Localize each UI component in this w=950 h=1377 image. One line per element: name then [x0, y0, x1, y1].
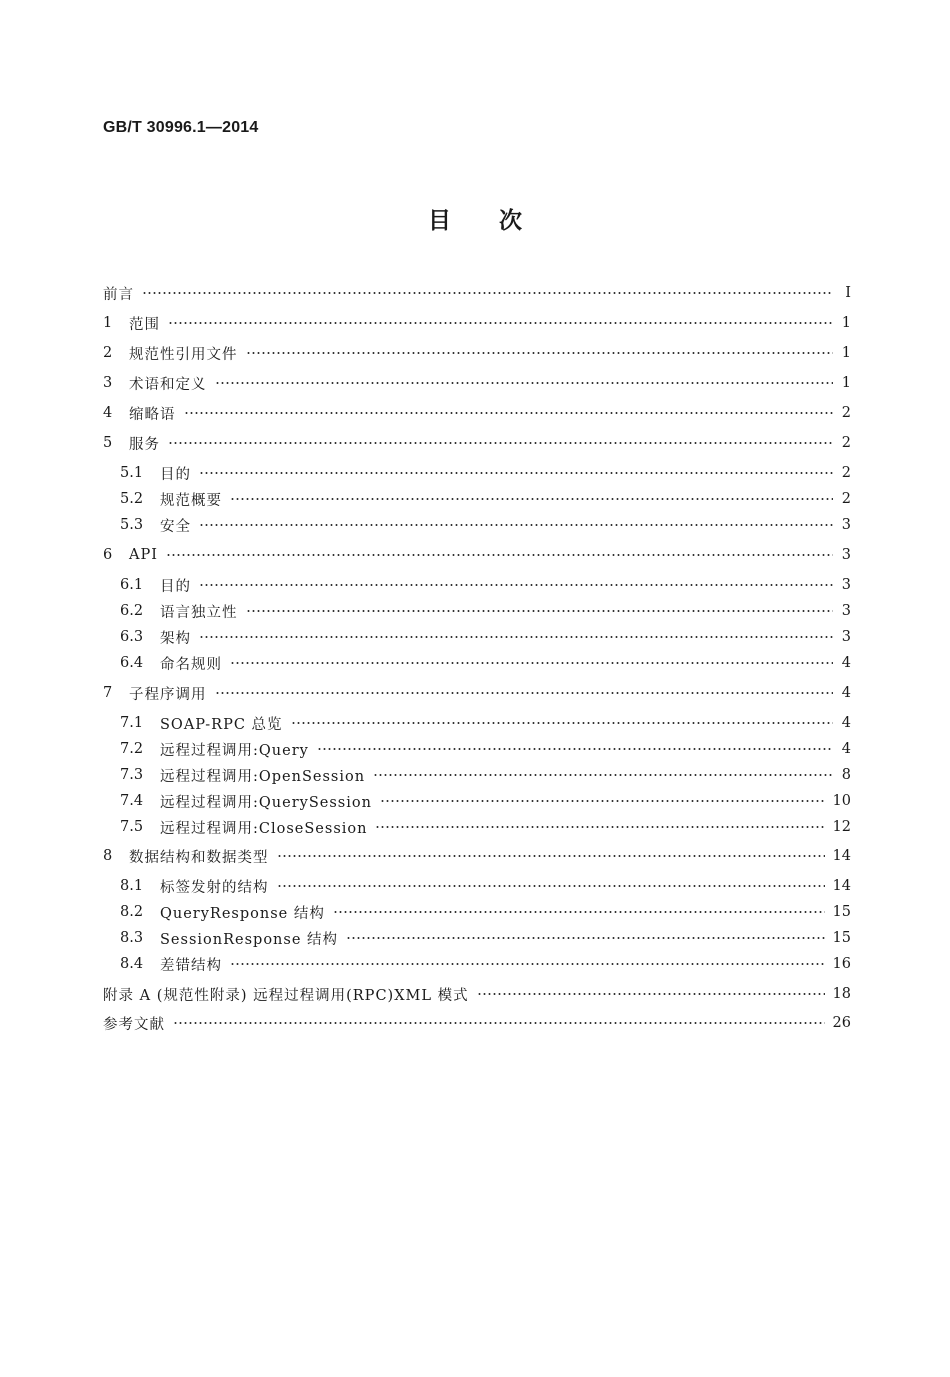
toc-entry-text: 安全	[160, 518, 191, 535]
toc-leader	[173, 1021, 825, 1025]
toc-entry-page: 1	[841, 315, 851, 331]
toc-entry[interactable]	[103, 401, 851, 425]
toc-entry-text: 目的	[160, 578, 191, 595]
toc-entry-text: 架构	[160, 630, 191, 647]
toc-entry-text: 远程过程调用:Query	[160, 742, 309, 759]
toc-entry-number: 8.4	[120, 956, 144, 972]
toc-entry[interactable]	[103, 982, 851, 1006]
toc-entry-page: 2	[841, 465, 851, 481]
toc-entry-page: 4	[841, 741, 851, 757]
toc-entry-page: 8	[841, 767, 851, 783]
toc-entry-text: 远程过程调用:QuerySession	[160, 794, 372, 811]
toc-leader	[142, 291, 833, 295]
toc-entry-text: 语言独立性	[160, 604, 238, 621]
toc-entry-number: 5.3	[120, 517, 144, 533]
toc-entry-page: 14	[832, 878, 851, 894]
toc-entry[interactable]	[103, 371, 851, 395]
toc-entry-page: 10	[832, 793, 851, 809]
toc-entry-text: SessionResponse 结构	[160, 931, 339, 948]
toc-entry-number: 5.2	[120, 491, 144, 507]
toc-entry-number: 8.3	[120, 930, 144, 946]
toc-entry-number: 1	[103, 315, 113, 331]
toc-entry-number: 7.1	[120, 715, 144, 731]
toc-entry-page: 14	[832, 848, 851, 864]
toc-entry-page: 16	[832, 956, 851, 972]
toc-entry-number: 6.4	[120, 655, 144, 671]
toc-entry-number: 6.1	[120, 577, 144, 593]
toc-entry-text: 远程过程调用:CloseSession	[160, 820, 368, 837]
toc-entry-page: 1	[841, 375, 851, 391]
toc-entry[interactable]	[103, 341, 851, 365]
toc-leader	[333, 910, 825, 914]
toc-entry[interactable]	[120, 487, 851, 511]
toc-entry-text: 附录 A (规范性附录) 远程过程调用(RPC)XML 模式	[103, 987, 469, 1004]
toc-entry[interactable]	[120, 711, 851, 735]
standard-code: GB/T 30996.1—2014	[103, 119, 259, 136]
toc-entry-page: 2	[841, 405, 851, 421]
toc-entry-number: 6.2	[120, 603, 144, 619]
toc-entry-text: 目的	[160, 466, 191, 483]
toc-leader	[166, 553, 833, 557]
toc-entry-text: 前言	[103, 286, 134, 303]
toc-entry[interactable]	[103, 681, 851, 705]
toc-entry-page: 2	[841, 491, 851, 507]
toc-leader	[199, 471, 833, 475]
toc-leader	[375, 825, 824, 829]
toc-entry-text: 数据结构和数据类型	[129, 849, 269, 866]
toc-entry-text: 缩略语	[129, 406, 176, 423]
toc-entry-text: 范围	[129, 316, 160, 333]
toc-entry-text: 命名规则	[160, 656, 222, 673]
toc-entry-text: 子程序调用	[129, 686, 207, 703]
toc-entry[interactable]	[120, 599, 851, 623]
toc-entry[interactable]	[103, 543, 851, 567]
toc-entry[interactable]	[120, 952, 851, 976]
toc-leader	[168, 321, 833, 325]
toc-entry-page: 18	[832, 986, 851, 1002]
toc-leader	[477, 992, 825, 996]
toc-entry-page: 3	[841, 577, 851, 593]
toc-entry-page: 4	[841, 655, 851, 671]
toc-entry-number: 5	[103, 435, 113, 451]
toc-leader	[246, 609, 834, 613]
toc-leader	[380, 799, 825, 803]
toc-leader	[215, 381, 834, 385]
toc-entry-page: 4	[841, 715, 851, 731]
toc-entry-text: 服务	[129, 436, 160, 453]
toc-leader	[277, 884, 825, 888]
toc-entry[interactable]	[103, 844, 851, 868]
toc-entry-number: 7.3	[120, 767, 144, 783]
toc-entry-page: 2	[841, 435, 851, 451]
toc-leader	[230, 497, 833, 501]
toc-entry-page: 3	[841, 603, 851, 619]
toc-entry-number: 5.1	[120, 465, 144, 481]
toc-entry-number: 7	[103, 685, 113, 701]
toc-leader	[230, 661, 833, 665]
toc-entry-page: 4	[841, 685, 851, 701]
toc-entry-text: 规范概要	[160, 492, 222, 509]
toc-leader	[230, 962, 825, 966]
toc-leader	[168, 441, 833, 445]
toc-entry-number: 4	[103, 405, 113, 421]
toc-leader	[199, 635, 833, 639]
toc-leader	[291, 721, 833, 725]
toc-leader	[246, 351, 834, 355]
toc-entry-number: 2	[103, 345, 113, 361]
toc-leader	[317, 747, 833, 751]
toc-leader	[199, 523, 833, 527]
toc-entry-text: SOAP-RPC 总览	[160, 716, 283, 733]
toc-leader	[184, 411, 834, 415]
toc-entry-page: 15	[832, 930, 851, 946]
toc-entry-number: 7.5	[120, 819, 144, 835]
toc-leader	[215, 691, 834, 695]
toc-entry[interactable]	[120, 789, 851, 813]
toc-entry[interactable]	[120, 737, 851, 761]
toc-entry-page: 15	[832, 904, 851, 920]
toc-entry-text: 术语和定义	[129, 376, 207, 393]
toc-entry-number: 8	[103, 848, 113, 864]
toc-entry-text: 远程过程调用:OpenSession	[160, 768, 366, 785]
toc-entry[interactable]	[120, 900, 851, 924]
toc-entry[interactable]	[103, 281, 851, 305]
toc-entry[interactable]	[120, 763, 851, 787]
toc-entry[interactable]	[120, 926, 851, 950]
toc-entry[interactable]	[103, 431, 851, 455]
toc-entry-number: 7.2	[120, 741, 144, 757]
toc-entry-number: 6	[103, 547, 113, 563]
toc-title: 目次	[428, 208, 570, 234]
toc-entry-text: 标签发射的结构	[160, 879, 269, 896]
toc-entry-page: Ⅰ	[845, 285, 851, 301]
toc-entry-text: API	[129, 547, 158, 563]
toc-entry[interactable]	[120, 513, 851, 537]
toc-entry[interactable]	[120, 815, 851, 839]
toc-entry-text: 差错结构	[160, 957, 222, 974]
toc-entry-number: 7.4	[120, 793, 144, 809]
toc-entry-page: 3	[841, 629, 851, 645]
toc-entry[interactable]	[103, 1011, 851, 1035]
toc-entry[interactable]	[103, 311, 851, 335]
toc-entry-text: 规范性引用文件	[129, 346, 238, 363]
toc-entry-page: 12	[832, 819, 851, 835]
toc-entry-page: 26	[832, 1015, 851, 1031]
toc-entry-number: 3	[103, 375, 113, 391]
toc-entry-number: 8.1	[120, 878, 144, 894]
toc-entry[interactable]	[120, 625, 851, 649]
toc-entry[interactable]	[120, 874, 851, 898]
toc-leader	[277, 854, 825, 858]
toc-leader	[373, 773, 833, 777]
toc-entry-text: 参考文献	[103, 1016, 165, 1033]
toc-entry-number: 8.2	[120, 904, 144, 920]
toc-entry-text: QueryResponse 结构	[160, 905, 325, 922]
toc-entry[interactable]	[120, 573, 851, 597]
toc-entry-page: 3	[841, 547, 851, 563]
toc-entry-page: 3	[841, 517, 851, 533]
toc-leader	[346, 936, 825, 940]
toc-entry[interactable]	[120, 651, 851, 675]
toc-leader	[199, 583, 833, 587]
toc-entry[interactable]	[120, 461, 851, 485]
toc-entry-page: 1	[841, 345, 851, 361]
toc-entry-number: 6.3	[120, 629, 144, 645]
